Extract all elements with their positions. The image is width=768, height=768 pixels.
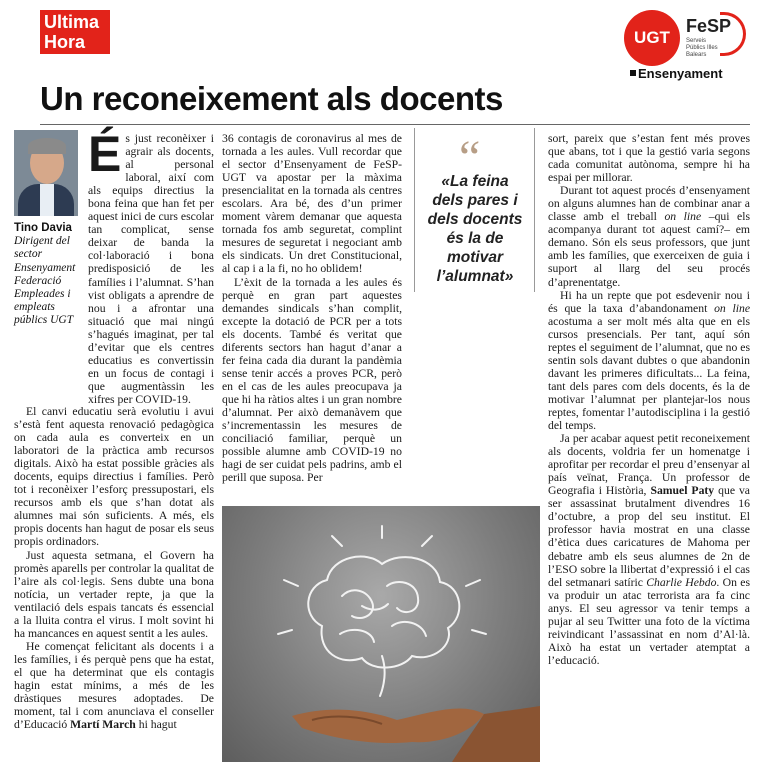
article-column-1-lower bbox=[14, 405, 214, 731]
paragraph-text: Ja per acabar aquest petit reconeixement als docents, voldria fer un homenatge i aprofitar per recordar el preu d’ensenyar al país veïnat, França. Un professor de Geografia i Història, bbox=[548, 432, 750, 498]
quote-divider bbox=[534, 128, 535, 292]
bullet-icon bbox=[630, 70, 636, 76]
paragraph: 36 contagis de coronavirus al mes de tornada a les aules. Vull recordar que el sector d’Ensenyament de FeSP-UGT va apostar per la màxima presencialitat en la tornada als centres escolars. Ara bé, des d’un primer moment vàrem demanar que aquesta tornada fos amb seguretat, complint mesures de seguretat i negociant amb els sindicats. Un dret Constitucional, al cap i a la fi, no ho oblidem! bbox=[222, 132, 402, 276]
italic-text: on line bbox=[714, 301, 751, 315]
section-label: Ensenyament bbox=[638, 66, 723, 81]
headline-divider bbox=[40, 124, 750, 125]
article-column-1 bbox=[88, 126, 214, 406]
author-role: Dirigent del sector Ensenyament Federació Empleades i empleats públics UGT bbox=[14, 235, 76, 327]
logo-line-1: Ultima bbox=[44, 12, 100, 32]
paragraph-text: que va ser assassinat brutalment divendres 16 d’octubre, a prop del seu institut. El professor havia mostrat en una classe d’ètica dues caricatures de Mahoma per debatre amb els seus alumnes de 2n de l’ESO sobre la llibertat d’expressió i el cas del setmanari satíric bbox=[548, 484, 750, 589]
drop-cap: É bbox=[88, 126, 122, 182]
bold-name: Samuel Paty bbox=[650, 484, 715, 498]
article-column-3 bbox=[548, 132, 750, 667]
paragraph: Just aquesta setmana, el Govern ha promès aparells per controlar la qualitat de l’aire als col·legis. Sens dubte una bona notícia, un vertader repte, ja que la ventilació dels espais tancats és essencial a la lluita contra el virus. I molt sovint hi ha mancances en aquest sentit a les aules. bbox=[14, 548, 214, 640]
paragraph-text: . On es va produir un atac terrorista ara fa cinc anys. El seu agressor va tenir temps a pujar al seu Twitter una foto de la víctima reivindicant l’assassinat en nom d’Al·là. Això ha estat un vertader atemptat a l’educació. bbox=[548, 575, 750, 667]
article-column-2 bbox=[222, 132, 402, 484]
fesp-subtitle: Serveis Públics Illes Balears bbox=[686, 38, 718, 58]
paragraph-text: acostuma a ser molt més alta que en els cursos presencials. Per tant, aquí són reptes el seguiment de l’alumnat, que no es sentin sols davant dubtes o que abandonin davant les primeres dificultats... La feina, tant dels pares com dels docents, és la de motivar l’alumnat per plantejar-los nous reptes, fomentar l’autodisciplina i la gestió del temps. bbox=[548, 314, 750, 433]
author-name: Tino Davia bbox=[14, 222, 72, 234]
intro-text: s just reconèixer i agrair als docents, al personal laboral, així com als equips directius la bona feina que han fet per aquest inici de curs escolar tan complicat, sense deixar de banda la col·laboració i bona predisposició de les famílies i l’alumnat. S’han vist obligats a aprendre de nou i a afrontar una situació que mai ningú s’hagués imaginat, per tal d’evitar que els centres educatius es convertissin en un focus de contagi i que augmentàssin les xifres per COVID-19. bbox=[88, 132, 214, 406]
fesp-logo: FeSP bbox=[686, 16, 732, 36]
quote-icon: “ bbox=[459, 131, 481, 184]
paragraph-text: Durant tot aquest procés d’ensenyament on alguns alumnes han de combinar anar a classe amb el treball bbox=[548, 184, 750, 224]
pull-quote: «La feina dels pares i dels docents és la de motivar l’alumnat» bbox=[427, 173, 523, 285]
paragraph bbox=[14, 640, 214, 731]
fesp-arc-icon bbox=[720, 12, 746, 56]
paragraph-text: He començat felicitant als docents i a les famílies, i és perquè pens que ha estat, el que ha determinat que els contagis hagin estat mínims, a més de les dràstiques mesures adoptades. De moment, tal i com anunciava el conseller d’Educació bbox=[14, 639, 214, 732]
intro-paragraph bbox=[88, 126, 214, 406]
paragraph bbox=[548, 432, 750, 667]
paragraph: sort, pareix que s’estan fent més proves que abans, tot i que la gestió varia segons cada comunitat autònoma, sempre hi ha espai per millorar. bbox=[548, 132, 750, 185]
paragraph-text: hi hagut bbox=[138, 718, 177, 732]
paragraph-text: Hi ha un repte que pot esdevenir nou i és que la taxa d’abandonament bbox=[548, 288, 750, 315]
ugt-logo: UGT bbox=[624, 10, 680, 66]
paragraph: L’èxit de la tornada a les aules és perquè en gran part aquestes demandes sindicals s’han complit, excepte la dotació de PCR per a tots els docents. També és veritat que diferents sectors han hagut d’anar a fer feina cada dia durant la pandèmia sense tenir accés a proves PCR, però en el cas de les aules preocupava ja que hi ha ràtios altes i un gran nombre d’alumnat. Per això demanàvem que s’incrementassin les mesures de conciliació familiar, perquè un possible alumne amb COVID-19 no hagi de ser cuidat pels padrins, amb el perill que suposa. Per bbox=[222, 275, 402, 485]
page-title: Un reconeixement als docents bbox=[40, 80, 503, 117]
ugt-fesp-logo bbox=[624, 10, 750, 82]
paragraph: El canvi educatiu serà evolutiu i avui s’està fent aquesta renovació pedagògica on cada aula es converteix en un laboratori de la pràctica amb recursos digitals. Això ha estat possible gràcies als docents, equips directius i famílies. Però tot i reconèixer l’esforç pressupostari, els recursos amb els que s’han dotat als alumnes mai són suficients. A més, els propis docents han hagut de posar els seus propis ordinadors. bbox=[14, 405, 214, 549]
ultima-hora-logo bbox=[40, 10, 110, 54]
paragraph bbox=[548, 289, 750, 433]
paragraph-text: –qui els acompanya durant tot aquest camí?– em demano. Són els seus professors, que junt amb les famílies, que exerceixen de guia i suport al llarg del seu procés d’aprenentatge. bbox=[548, 210, 751, 289]
brain-hand-illustration bbox=[222, 506, 540, 762]
italic-text: Charlie Hebdo bbox=[646, 575, 717, 589]
logo-line-2: Hora bbox=[44, 32, 86, 52]
author-byline bbox=[14, 222, 80, 328]
bold-name: Martí March bbox=[70, 718, 136, 732]
author-photo bbox=[14, 130, 78, 216]
quote-divider bbox=[414, 128, 415, 292]
italic-text: on line bbox=[664, 210, 702, 224]
paragraph bbox=[548, 184, 750, 288]
